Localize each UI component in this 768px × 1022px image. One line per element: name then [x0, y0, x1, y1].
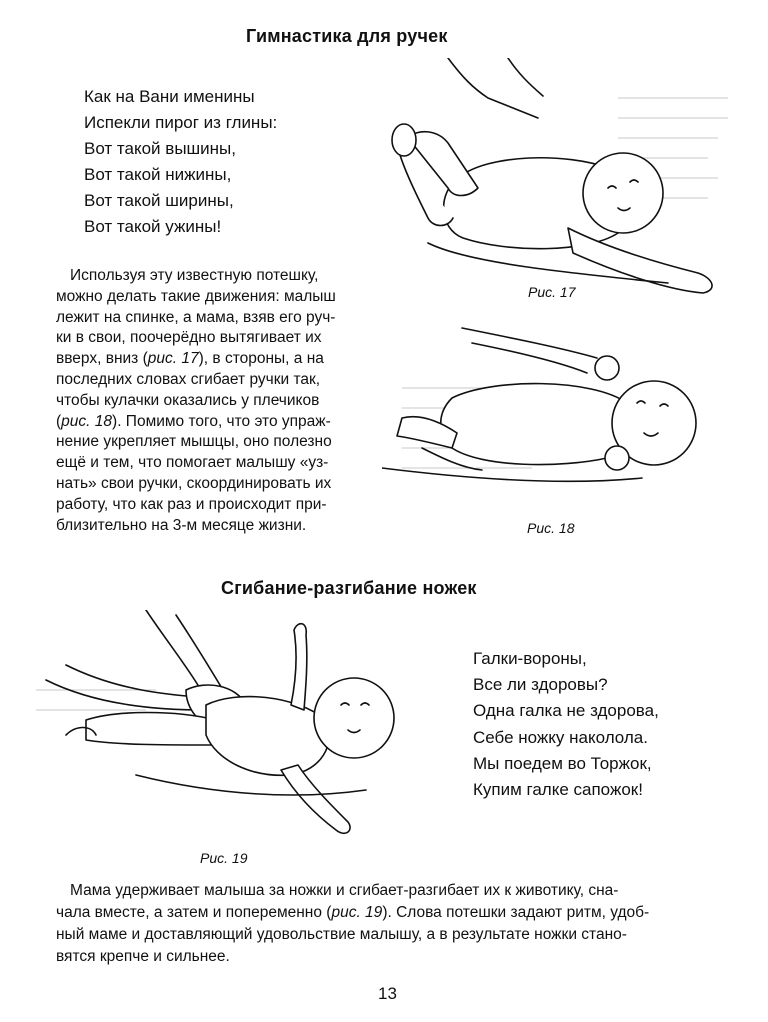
- paragraph-line: [56, 924, 746, 946]
- poem-line: Мы поедем во Торжок,: [473, 753, 652, 773]
- text-run: последних словах сгибает ручки так,: [56, 370, 321, 388]
- paragraph-arms: [56, 266, 376, 536]
- baby-arms-bent-drawing: [382, 318, 722, 503]
- baby-legs-bending-drawing: [36, 610, 476, 860]
- paragraph-line: [56, 391, 376, 412]
- poem-line: Купим галке сапожок!: [473, 780, 643, 800]
- text-run: вятся крепче и сильнее.: [56, 948, 230, 965]
- text-run: Используя эту известную потешку,: [70, 267, 319, 284]
- poem-line: Как на Вани именины: [84, 87, 255, 106]
- poem-line: Вот такой ширины,: [84, 191, 234, 210]
- poem-line: Вот такой вышины,: [84, 139, 236, 158]
- caption-fig19: Рис. 19: [200, 850, 248, 866]
- paragraph-line: [56, 453, 376, 474]
- illustration-fig18: [382, 318, 722, 503]
- caption-fig17: Рис. 17: [528, 284, 576, 300]
- text-run: ), в стороны, а на: [198, 350, 324, 368]
- poem-line: Все ли здоровы?: [473, 675, 608, 695]
- paragraph-line: [56, 412, 376, 433]
- figure-reference: рис. 18: [61, 412, 113, 430]
- poem-legs: [473, 646, 659, 803]
- paragraph-line: [56, 432, 376, 453]
- illustration-fig17: [368, 58, 738, 298]
- poem-line: Вот такой ужины!: [84, 217, 222, 236]
- paragraph-line: [56, 902, 746, 924]
- poem-line: Галки-вороны,: [473, 649, 587, 668]
- baby-arms-stretched-drawing: [368, 58, 738, 298]
- paragraph-line: [56, 349, 376, 370]
- section-title-legs: Сгибание-разгибание ножек: [221, 578, 477, 598]
- poem-arms: [84, 84, 277, 240]
- text-run: нать» свои ручки, скоординировать их: [56, 474, 332, 492]
- text-run: ). Помимо того, что это упраж-: [112, 412, 331, 430]
- caption-fig18: Рис. 18: [527, 520, 575, 536]
- poem-line: Одна галка не здорова,: [473, 701, 659, 721]
- paragraph-legs: [56, 880, 746, 968]
- paragraph-line: [56, 266, 376, 287]
- paragraph-line: [56, 516, 376, 537]
- text-run: Мама удерживает малыша за ножки и сгибает-разгибает их к животику, сна-: [70, 882, 619, 899]
- text-run: лежит на спинке, а мама, взяв его руч-: [56, 308, 336, 326]
- paragraph-line: [56, 495, 376, 516]
- paragraph-line: [56, 370, 376, 391]
- figure-reference: рис. 19: [331, 904, 383, 921]
- paragraph-line: [56, 328, 376, 349]
- section-title-arms: Гимнастика для ручек: [246, 26, 448, 46]
- figure-reference: рис. 17: [147, 350, 199, 368]
- poem-line: Испекли пирог из глины:: [84, 113, 278, 132]
- text-run: вверх, вниз (: [56, 350, 148, 368]
- page-number: 13: [378, 984, 397, 1003]
- text-run: чтобы кулачки оказались у плечиков: [56, 391, 320, 409]
- text-run: нение укрепляет мышцы, оно полезно: [56, 433, 332, 451]
- paragraph-line: [56, 946, 746, 968]
- paragraph-line: [56, 880, 746, 902]
- text-run: работу, что как раз и происходит при-: [56, 495, 327, 513]
- text-run: ещё и тем, что помогает малышу «уз-: [56, 454, 329, 472]
- illustration-fig19: [36, 610, 476, 860]
- text-run: ки в свои, поочерёдно вытягивает их: [56, 329, 322, 347]
- text-run: близительно на 3-м месяце жизни.: [56, 516, 307, 534]
- poem-line: Себе ножку наколола.: [473, 727, 648, 747]
- paragraph-line: [56, 287, 376, 308]
- text-run: чала вместе, а затем и попеременно (: [56, 904, 332, 921]
- text-run: можно делать такие движения: малыш: [56, 287, 336, 305]
- text-run: (: [56, 412, 62, 430]
- poem-line: Вот такой нижины,: [84, 165, 232, 184]
- text-run: ). Слова потешки задают ритм, удоб-: [382, 904, 650, 921]
- paragraph-line: [56, 474, 376, 495]
- text-run: ный маме и доставляющий удовольствие малышу, а в результате ножки стано-: [56, 926, 627, 943]
- paragraph-line: [56, 308, 376, 329]
